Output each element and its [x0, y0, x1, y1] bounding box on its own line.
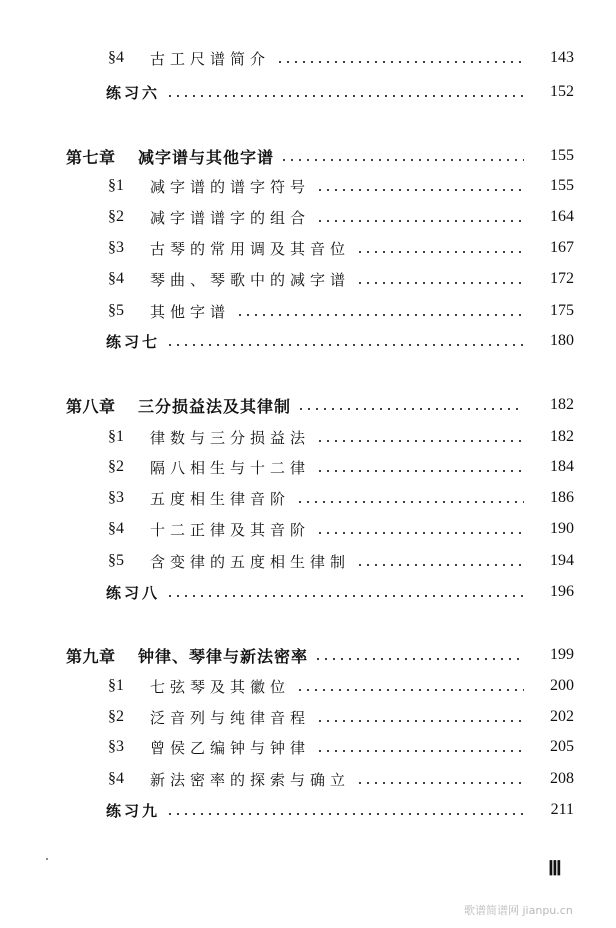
page-number: 182: [550, 396, 574, 413]
chapter-title: 三分损益法及其律制: [138, 396, 292, 416]
section-title: 隔八相生与十二律: [150, 458, 311, 477]
toc-section-row: [0, 233, 616, 263]
section-number: §3: [108, 738, 124, 755]
page-number: 202: [550, 708, 574, 725]
toc-entry-label: [0, 269, 350, 290]
dot-leader: [316, 720, 524, 722]
toc-entry-label: [0, 394, 291, 417]
chapter-title: 减字谱与其他字谱: [138, 147, 275, 167]
toc-entry-label: [0, 644, 308, 667]
toc-chapter-row: [0, 390, 616, 420]
chapter-title: 钟律、琴律与新法密率: [138, 646, 309, 666]
exercise-title: 练习七: [106, 332, 161, 351]
section-number: §1: [108, 428, 124, 445]
page-number: 152: [550, 83, 574, 100]
section-title: 律数与三分损益法: [150, 428, 311, 447]
section-number: §3: [108, 239, 124, 256]
exercise-title: 练习六: [106, 83, 161, 102]
page-number: 208: [550, 770, 574, 787]
toc-section-row: [0, 764, 616, 794]
section-title: 七弦琴及其徽位: [150, 677, 291, 696]
toc-chapter-row: [0, 640, 616, 670]
toc-section-row: [0, 702, 616, 732]
section-title: 新法密率的探索与确立: [150, 770, 351, 789]
exercise-title: 练习八: [106, 583, 161, 602]
dot-leader: [166, 813, 524, 815]
section-number: §3: [108, 489, 124, 506]
section-number: §5: [108, 302, 124, 319]
section-number: §4: [108, 770, 124, 787]
toc-entry-label: [0, 488, 290, 509]
section-title: 含变律的五度相生律制: [150, 552, 351, 571]
dot-leader: [166, 95, 524, 97]
page-number: 182: [550, 428, 574, 445]
section-title: 减字谱的谱字符号: [150, 177, 311, 196]
page-number: 172: [550, 270, 574, 287]
toc-section-row: [0, 452, 616, 482]
toc-entry-label: [0, 519, 310, 540]
section-title: 古琴的常用调及其音位: [150, 239, 351, 258]
chapter-number: 第七章: [66, 147, 116, 167]
page-number: 175: [550, 302, 574, 319]
dot-leader: [316, 189, 524, 191]
toc-section-row: [0, 296, 616, 326]
section-title: 古工尺谱简介: [150, 49, 271, 68]
toc-section-row: [0, 202, 616, 232]
page-number: 190: [550, 520, 574, 537]
section-title: 泛音列与纯律音程: [150, 708, 311, 727]
toc-entry-label: [0, 176, 310, 197]
scan-speck: [46, 858, 48, 860]
toc-section-row: [0, 43, 616, 73]
toc-entry-label: [0, 551, 350, 572]
section-title: 其他字谱: [150, 302, 231, 321]
section-number: §2: [108, 708, 124, 725]
toc-section-row: [0, 514, 616, 544]
page-number: 155: [550, 177, 574, 194]
chapter-number: 第八章: [66, 396, 116, 416]
section-number: §5: [108, 552, 124, 569]
toc-section-row: [0, 546, 616, 576]
toc-section-row: [0, 671, 616, 701]
section-number: §1: [108, 677, 124, 694]
page-number: 211: [550, 801, 574, 818]
toc-entry-label: [0, 238, 350, 259]
dot-leader: [356, 782, 524, 784]
dot-leader: [280, 159, 524, 161]
section-number: §4: [108, 520, 124, 537]
toc-section-row: [0, 483, 616, 513]
dot-leader: [276, 61, 524, 63]
page-number: 164: [550, 208, 574, 225]
dot-leader: [297, 408, 524, 410]
section-number: §2: [108, 458, 124, 475]
section-title: 曾侯乙编钟与钟律: [150, 738, 311, 757]
toc-chapter-row: [0, 141, 616, 171]
dot-leader: [316, 532, 524, 534]
section-number: §1: [108, 177, 124, 194]
page-number: 199: [550, 646, 574, 663]
dot-leader: [356, 251, 524, 253]
page-number: 180: [550, 332, 574, 349]
page-number: 155: [550, 147, 574, 164]
toc-entry-label: [0, 707, 310, 728]
dot-leader: [296, 689, 524, 691]
dot-leader: [356, 282, 524, 284]
page-number: 194: [550, 552, 574, 569]
page-number-roman: Ⅲ: [548, 858, 561, 880]
section-number: §4: [108, 270, 124, 287]
dot-leader: [166, 344, 524, 346]
toc-entry-label: [0, 82, 160, 103]
section-number: §2: [108, 208, 124, 225]
dot-leader: [356, 564, 524, 566]
toc-exercise-row: [0, 77, 616, 107]
dot-leader: [316, 470, 524, 472]
section-title: 琴曲、琴歌中的减字谱: [150, 270, 351, 289]
watermark: 歌谱简谱网 jianpu.cn: [464, 904, 573, 917]
section-title: 减字谱谱字的组合: [150, 208, 311, 227]
toc-exercise-row: [0, 577, 616, 607]
toc-section-row: [0, 171, 616, 201]
section-number: §4: [108, 49, 124, 66]
toc-section-row: [0, 422, 616, 452]
toc-entry-label: [0, 48, 270, 69]
dot-leader: [316, 440, 524, 442]
toc-entry-label: [0, 582, 160, 603]
page-number: 184: [550, 458, 574, 475]
page-number: 205: [550, 738, 574, 755]
page-number: 186: [550, 489, 574, 506]
toc-entry-label: [0, 207, 310, 228]
toc-section-row: [0, 264, 616, 294]
toc-entry-label: [0, 676, 290, 697]
dot-leader: [166, 595, 524, 597]
toc-exercise-row: [0, 326, 616, 356]
section-title: 五度相生律音阶: [150, 489, 291, 508]
section-title: 十二正律及其音阶: [150, 520, 311, 539]
exercise-title: 练习九: [106, 801, 161, 820]
toc-exercise-row: [0, 795, 616, 825]
chapter-number: 第九章: [66, 646, 116, 666]
dot-leader: [236, 314, 524, 316]
toc-entry-label: [0, 769, 350, 790]
dot-leader: [296, 501, 524, 503]
toc-entry-label: [0, 737, 310, 758]
dot-leader: [314, 658, 524, 660]
dot-leader: [316, 220, 524, 222]
page-number: 196: [550, 583, 574, 600]
page-number: 200: [550, 677, 574, 694]
toc-entry-label: [0, 301, 230, 322]
toc-entry-label: [0, 800, 160, 821]
page-number: 167: [550, 239, 574, 256]
dot-leader: [316, 750, 524, 752]
toc-section-row: [0, 732, 616, 762]
toc-entry-label: [0, 457, 310, 478]
toc-entry-label: [0, 331, 160, 352]
toc-entry-label: [0, 145, 274, 168]
toc-entry-label: [0, 427, 310, 448]
page-number: 143: [550, 49, 574, 66]
